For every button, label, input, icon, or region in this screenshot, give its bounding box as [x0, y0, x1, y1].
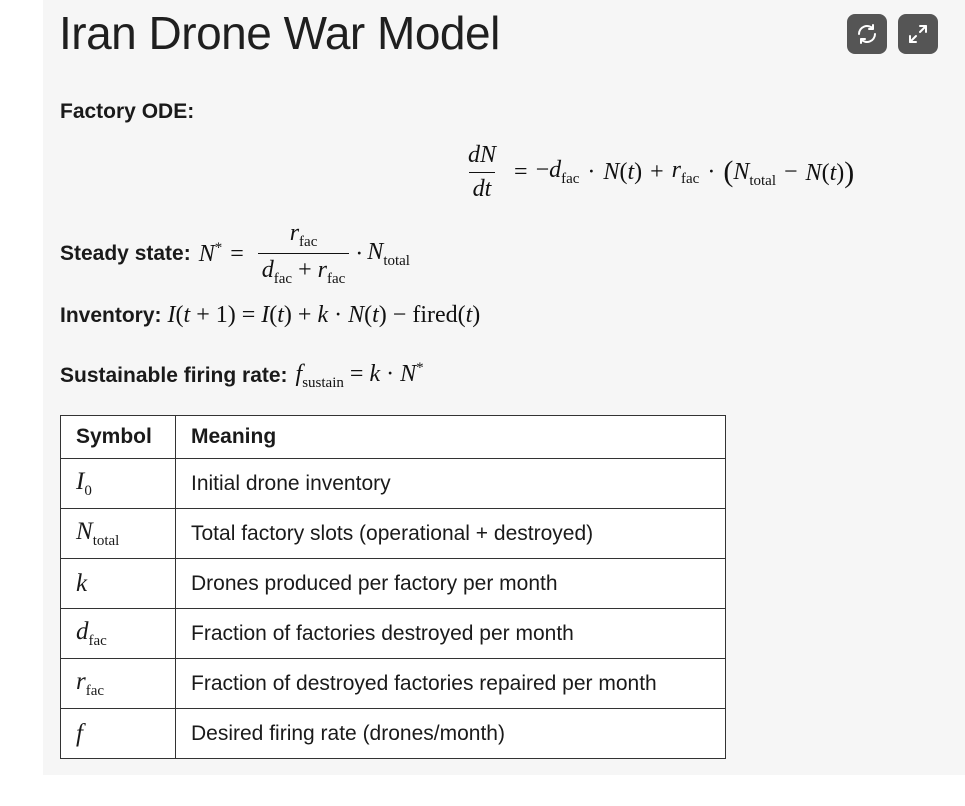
symbol-table [60, 415, 726, 759]
table-row [61, 509, 726, 559]
expand-icon [906, 22, 930, 46]
meaning-cell: Desired firing rate (drones/month) [176, 709, 726, 759]
refresh-icon [855, 22, 879, 46]
refresh-button[interactable] [847, 14, 887, 54]
sustainable-equation: $f_{sustain} = k \cdot N^*$ [295, 360, 424, 391]
table-row [61, 659, 726, 709]
table-row [61, 609, 726, 659]
steady-state-label: Steady state: [60, 242, 191, 266]
steady-state-row [60, 220, 410, 288]
symbol-cell: f [61, 709, 176, 759]
column-header-meaning: Meaning [176, 416, 726, 459]
inventory-equation: I(t + 1) = I(t) + k · N(t) − fired(t) [167, 302, 481, 328]
meaning-cell: Initial drone inventory [176, 459, 726, 509]
meaning-cell: Total factory slots (operational + destroyed) [176, 509, 726, 559]
inventory-row [60, 302, 480, 329]
expand-button[interactable] [898, 14, 938, 54]
table-row [61, 459, 726, 509]
symbol-cell: $I_0$ [61, 459, 176, 509]
sustainable-label: Sustainable firing rate: [60, 364, 288, 387]
table-row [61, 559, 726, 609]
meaning-cell: Drones produced per factory per month [176, 559, 726, 609]
symbol-cell: $r_{fac}$ [61, 659, 176, 709]
table-header-row [61, 416, 726, 459]
page-title: Iran Drone War Model [59, 7, 500, 59]
sustainable-row [60, 360, 424, 392]
column-header-symbol: Symbol [61, 416, 176, 459]
symbol-cell: $d_{fac}$ [61, 609, 176, 659]
symbol-cell: k [61, 559, 176, 609]
steady-state-equation: N* = $\frac{r_{fac}}{d_{fac} + r_{fac}}$ · $N_{total}$ [198, 220, 410, 288]
inventory-label: Inventory: [60, 303, 162, 327]
factory-ode-label: Factory ODE: [60, 100, 195, 123]
meaning-cell: Fraction of factories destroyed per month [176, 609, 726, 659]
factory-ode-equation: $\frac{dN}{dt}$ = $-d_{fac}$ · N(t) + $r_{fac}$ · ($N_{total}$ − N(t)) [468, 142, 855, 202]
symbol-cell: $N_{total}$ [61, 509, 176, 559]
table-row [61, 709, 726, 759]
meaning-cell: Fraction of destroyed factories repaired per month [176, 659, 726, 709]
